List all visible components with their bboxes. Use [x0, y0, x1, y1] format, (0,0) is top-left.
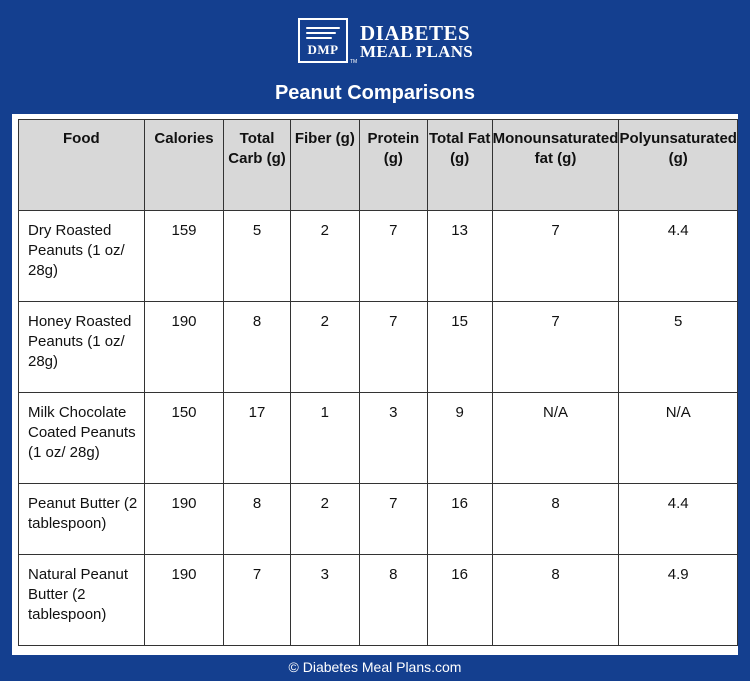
table-row — [19, 393, 738, 484]
table-row — [19, 484, 738, 555]
carb-cell: 17 — [224, 393, 290, 484]
mono-cell: 7 — [492, 211, 619, 302]
mono-cell: N/A — [492, 393, 619, 484]
protein-cell: 8 — [359, 555, 427, 646]
poly-cell: N/A — [619, 393, 738, 484]
carb-cell: 7 — [224, 555, 290, 646]
food-cell: Dry Roasted Peanuts (1 oz/ 28g) — [19, 211, 145, 302]
trademark: TM — [350, 59, 358, 65]
header-total-fat: Total Fat (g) — [427, 120, 492, 211]
header-calories: Calories — [144, 120, 224, 211]
calories-cell: 150 — [144, 393, 224, 484]
footer-copyright: © Diabetes Meal Plans.com — [288, 659, 462, 675]
carb-cell: 8 — [224, 302, 290, 393]
calories-cell: 159 — [144, 211, 224, 302]
table-header-row — [19, 120, 738, 211]
fat-cell: 16 — [427, 484, 492, 555]
table-card — [12, 114, 738, 655]
fat-cell: 16 — [427, 555, 492, 646]
header — [0, 0, 750, 72]
protein-cell: 7 — [359, 211, 427, 302]
food-cell: Honey Roasted Peanuts (1 oz/ 28g) — [19, 302, 145, 393]
logo-text: DMP — [307, 42, 339, 57]
calories-cell: 190 — [144, 302, 224, 393]
calories-cell: 190 — [144, 555, 224, 646]
carb-cell: 8 — [224, 484, 290, 555]
header-monounsaturated: Monounsaturated fat (g) — [492, 120, 619, 211]
food-cell: Natural Peanut Butter (2 tablespoon) — [19, 555, 145, 646]
fiber-cell: 2 — [290, 484, 359, 555]
fiber-cell: 2 — [290, 211, 359, 302]
brand-name-line1: DIABETES — [360, 21, 471, 45]
header-food: Food — [19, 120, 145, 211]
food-cell: Peanut Butter (2 tablespoon) — [19, 484, 145, 555]
fiber-cell: 2 — [290, 302, 359, 393]
comparison-table — [18, 119, 738, 646]
table-row — [19, 211, 738, 302]
fiber-cell: 1 — [290, 393, 359, 484]
header-protein: Protein (g) — [359, 120, 427, 211]
protein-cell: 7 — [359, 302, 427, 393]
calories-cell: 190 — [144, 484, 224, 555]
fiber-cell: 3 — [290, 555, 359, 646]
mono-cell: 8 — [492, 484, 619, 555]
page-title: Peanut Comparisons — [274, 82, 476, 104]
poly-cell: 5 — [619, 302, 738, 393]
carb-cell: 5 — [224, 211, 290, 302]
table-row — [19, 555, 738, 646]
fat-cell: 9 — [427, 393, 492, 484]
poly-cell: 4.9 — [619, 555, 738, 646]
poly-cell: 4.4 — [619, 211, 738, 302]
fat-cell: 15 — [427, 302, 492, 393]
protein-cell: 3 — [359, 393, 427, 484]
mono-cell: 7 — [492, 302, 619, 393]
header-fiber: Fiber (g) — [290, 120, 359, 211]
mono-cell: 8 — [492, 555, 619, 646]
food-cell: Milk Chocolate Coated Peanuts (1 oz/ 28g) — [19, 393, 145, 484]
brand-name-line2: MEAL PLANS — [360, 42, 474, 61]
header-polyunsaturated: Polyunsaturated (g) — [619, 120, 738, 211]
table-row — [19, 302, 738, 393]
fat-cell: 13 — [427, 211, 492, 302]
header-total-carb: Total Carb (g) — [224, 120, 290, 211]
logo-icon — [298, 18, 348, 63]
protein-cell: 7 — [359, 484, 427, 555]
poly-cell: 4.4 — [619, 484, 738, 555]
